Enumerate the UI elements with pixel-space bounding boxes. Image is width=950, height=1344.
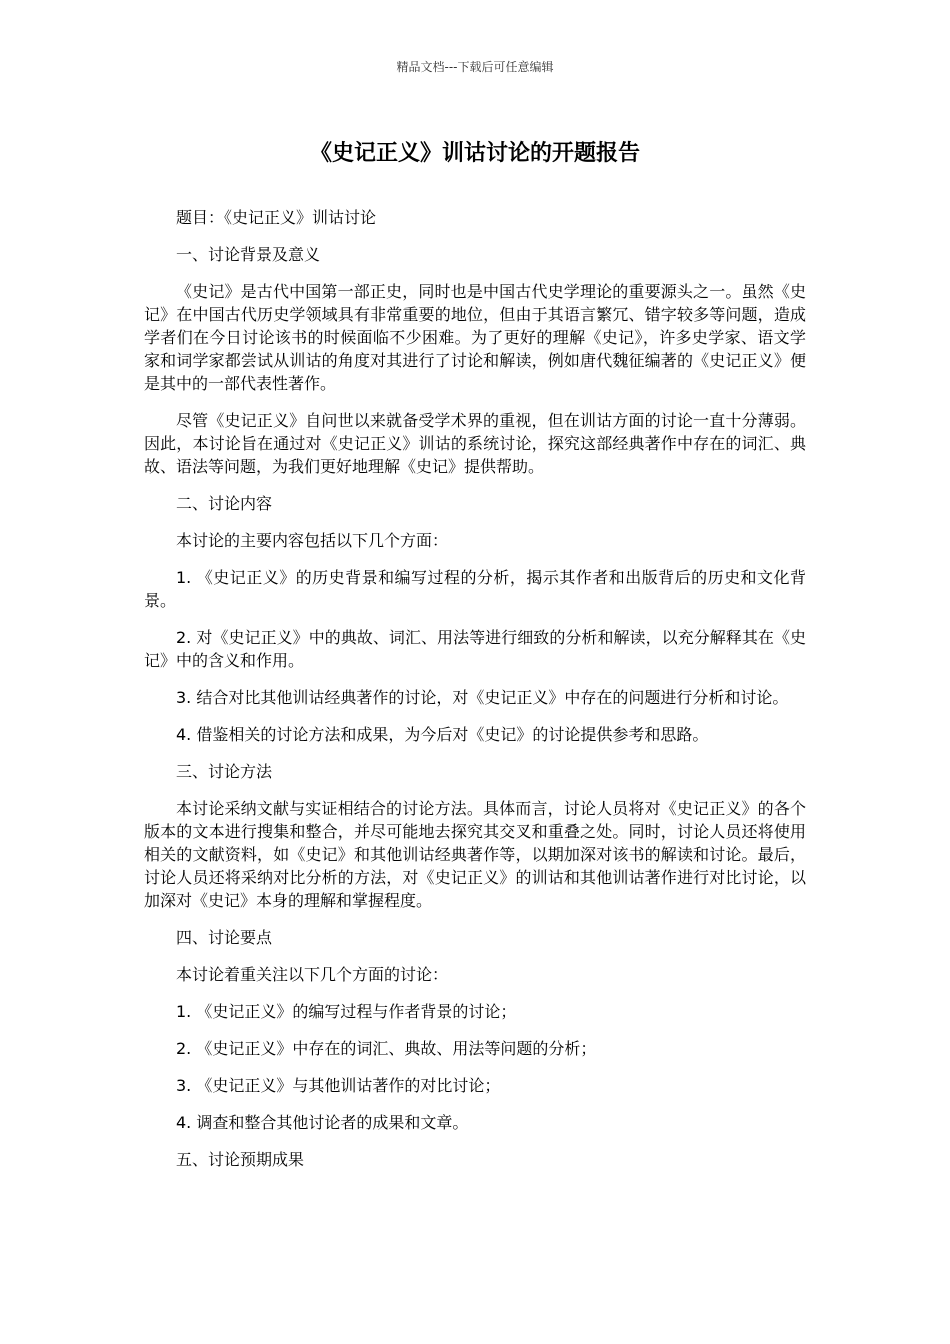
section-heading-outcomes: 五、讨论预期成果	[176, 1150, 305, 1169]
document-body	[144, 206, 806, 1185]
list-item: 1. 《史记正义》的历史背景和编写过程的分析，揭示其作者和出版背后的历史和文化背景。	[144, 568, 806, 610]
section-heading-background: 一、讨论背景及意义	[176, 245, 321, 264]
list-item: 2. 《史记正义》中存在的词汇、典故、用法等问题的分析；	[176, 1039, 597, 1058]
list-item: 2. 对《史记正义》中的典故、词汇、用法等进行细致的分析和解读，以充分解释其在《史记》中的含义和作用。	[144, 628, 806, 670]
list-item: 3. 结合对比其他训诂经典著作的讨论，对《史记正义》中存在的问题进行分析和讨论。	[176, 688, 789, 707]
body-paragraph: 本讨论采纳文献与实证相结合的讨论方法。具体而言，讨论人员将对《史记正义》的各个版本的文本进行搜集和整合，并尽可能地去探究其交叉和重叠之处。同时，讨论人员还将使用相关的文献资料，如《史记》和其他训诂经典著作等，以期加深对该书的解读和讨论。最后，讨论人员还将采纳对比分析的方法，对《史记正义》的训诂和其他训诂著作进行对比讨论，以加深对《史记》本身的理解和掌握程度。	[144, 799, 806, 910]
topic-line: 题目：《史记正义》训诂讨论	[176, 208, 377, 227]
section-heading-content: 二、讨论内容	[176, 494, 273, 513]
document-title: 《史记正义》训诂讨论的开题报告	[309, 141, 640, 166]
body-paragraph: 本讨论着重关注以下几个方面的讨论：	[176, 965, 449, 984]
section-heading-method: 三、讨论方法	[176, 762, 273, 781]
list-item: 4. 调查和整合其他讨论者的成果和文章。	[176, 1113, 469, 1132]
body-paragraph: 本讨论的主要内容包括以下几个方面：	[176, 531, 449, 550]
body-paragraph: 尽管《史记正义》自问世以来就备受学术界的重视，但在训诂方面的讨论一直十分薄弱。因此，本讨论旨在通过对《史记正义》训诂的系统讨论，探究这部经典著作中存在的词汇、典故、语法等问题，为我们更好地理解《史记》提供帮助。	[144, 411, 806, 476]
section-heading-keypoints: 四、讨论要点	[176, 928, 273, 947]
list-item: 4. 借鉴相关的讨论方法和成果，为今后对《史记》的讨论提供参考和思路。	[176, 725, 709, 744]
body-paragraph: 《史记》是古代中国第一部正史，同时也是中国古代史学理论的重要源头之一。虽然《史记》在中国古代历史学领域具有非常重要的地位，但由于其语言繁冗、错字较多等问题，造成学者们在今日讨论该书的时候面临不少困难。为了更好的理解《史记》，许多史学家、语文学家和词学家都尝试从训诂的角度对其进行了讨论和解读，例如唐代魏征编著的《史记正义》便是其中的一部代表性著作。	[144, 282, 806, 393]
list-item: 1. 《史记正义》的编写过程与作者背景的讨论；	[176, 1002, 517, 1021]
page-header: 精品文档---下载后可任意编辑	[396, 60, 554, 74]
list-item: 3. 《史记正义》与其他训诂著作的对比讨论；	[176, 1076, 501, 1095]
